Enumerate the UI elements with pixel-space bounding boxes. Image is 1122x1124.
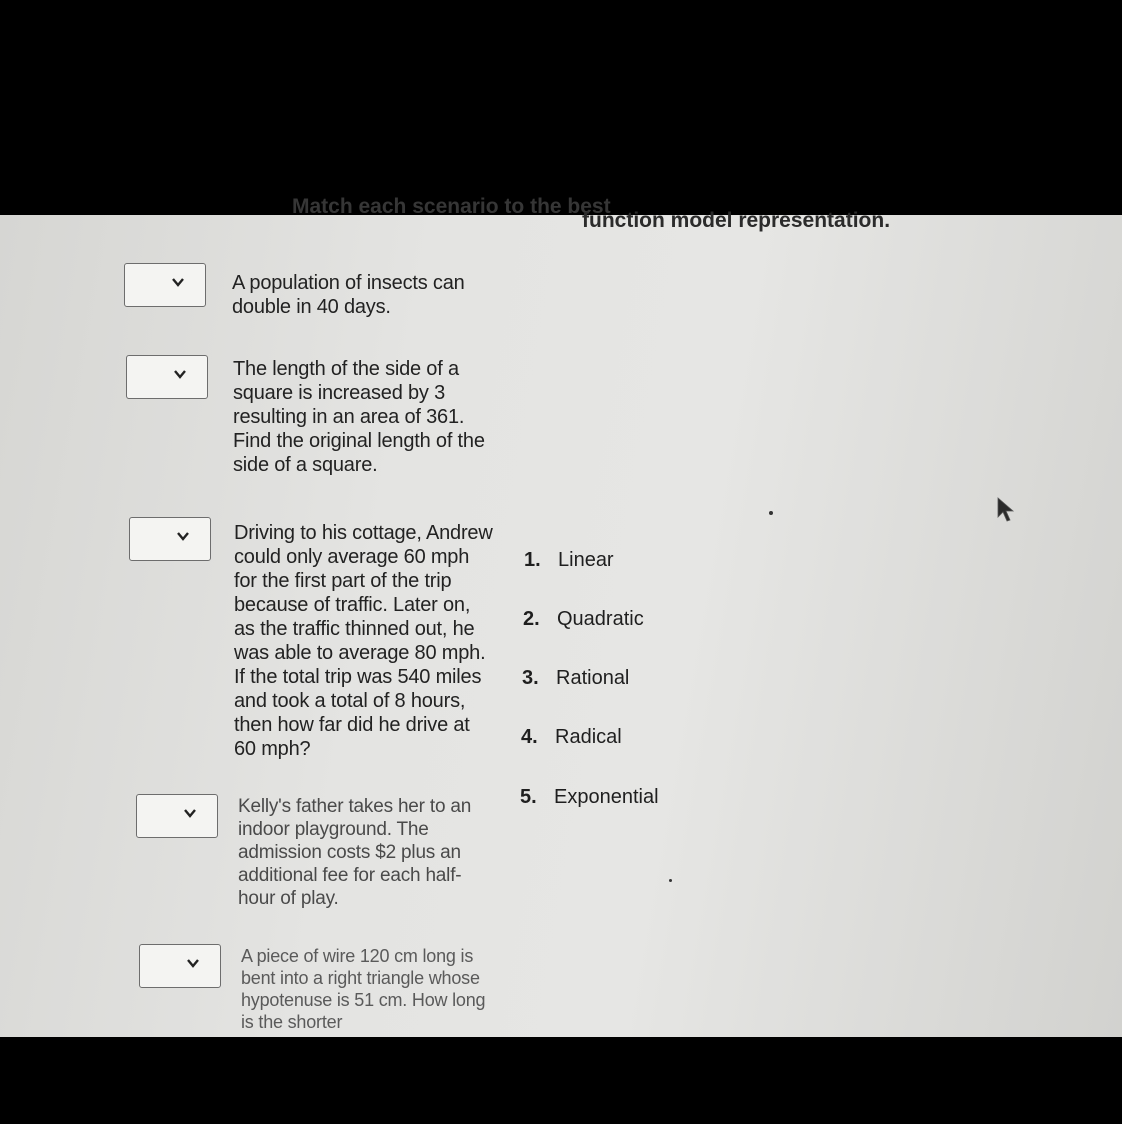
screen-speck bbox=[769, 511, 773, 515]
instructions-faded-text: Match each scenario to the best bbox=[292, 195, 611, 218]
chevron-down-icon bbox=[186, 956, 200, 970]
option-2-number: 2. bbox=[523, 608, 540, 630]
option-4 bbox=[521, 726, 622, 749]
scenario-5-text: A piece of wire 120 cm long is bent into a right triangle whose hypotenuse is 51 cm. How long is the shorter bbox=[241, 946, 486, 1032]
scenario-3-dropdown[interactable] bbox=[129, 517, 211, 561]
option-1-number: 1. bbox=[524, 549, 541, 571]
option-5-label: Exponential bbox=[554, 786, 659, 808]
screen-speck bbox=[669, 879, 672, 882]
option-2 bbox=[523, 608, 644, 631]
chevron-down-icon bbox=[173, 367, 187, 381]
mouse-pointer-icon bbox=[997, 497, 1015, 523]
option-2-label: Quadratic bbox=[557, 608, 644, 630]
chevron-down-icon bbox=[171, 275, 185, 289]
scenario-1-text: A population of insects can double in 40 days. bbox=[232, 272, 465, 318]
chevron-down-icon bbox=[183, 806, 197, 820]
scenario-1-dropdown[interactable] bbox=[124, 263, 206, 307]
option-1 bbox=[524, 549, 614, 572]
option-3 bbox=[522, 667, 629, 690]
instructions-text: function model representation. bbox=[582, 209, 891, 232]
chevron-down-icon bbox=[176, 529, 190, 543]
scenario-4-text: Kelly's father takes her to an indoor playground. The admission costs $2 plus an additional fee for each half-hour of play. bbox=[238, 796, 472, 909]
option-1-label: Linear bbox=[558, 549, 614, 571]
option-5 bbox=[520, 786, 659, 809]
scenario-2-dropdown[interactable] bbox=[126, 355, 208, 399]
option-4-label: Radical bbox=[555, 726, 622, 748]
option-3-label: Rational bbox=[556, 667, 630, 689]
quiz-screen bbox=[0, 195, 1122, 1037]
scenario-2-text: The length of the side of a square is increased by 3 resulting in an area of 361. Find the original length of the side of a square. bbox=[233, 358, 485, 476]
scenario-4-dropdown[interactable] bbox=[136, 794, 218, 838]
option-4-number: 4. bbox=[521, 726, 538, 748]
option-3-number: 3. bbox=[522, 667, 539, 689]
scenario-5-dropdown[interactable] bbox=[139, 944, 221, 988]
scenario-3-text: Driving to his cottage, Andrew could only average 60 mph for the first part of the trip because of traffic. Later on, as the traffic thinned out, he was able to average 80 mph. If the total trip was 540 miles and took a total of 8 hours, then how far did he drive at 60 mph? bbox=[234, 522, 493, 760]
option-5-number: 5. bbox=[520, 786, 537, 808]
